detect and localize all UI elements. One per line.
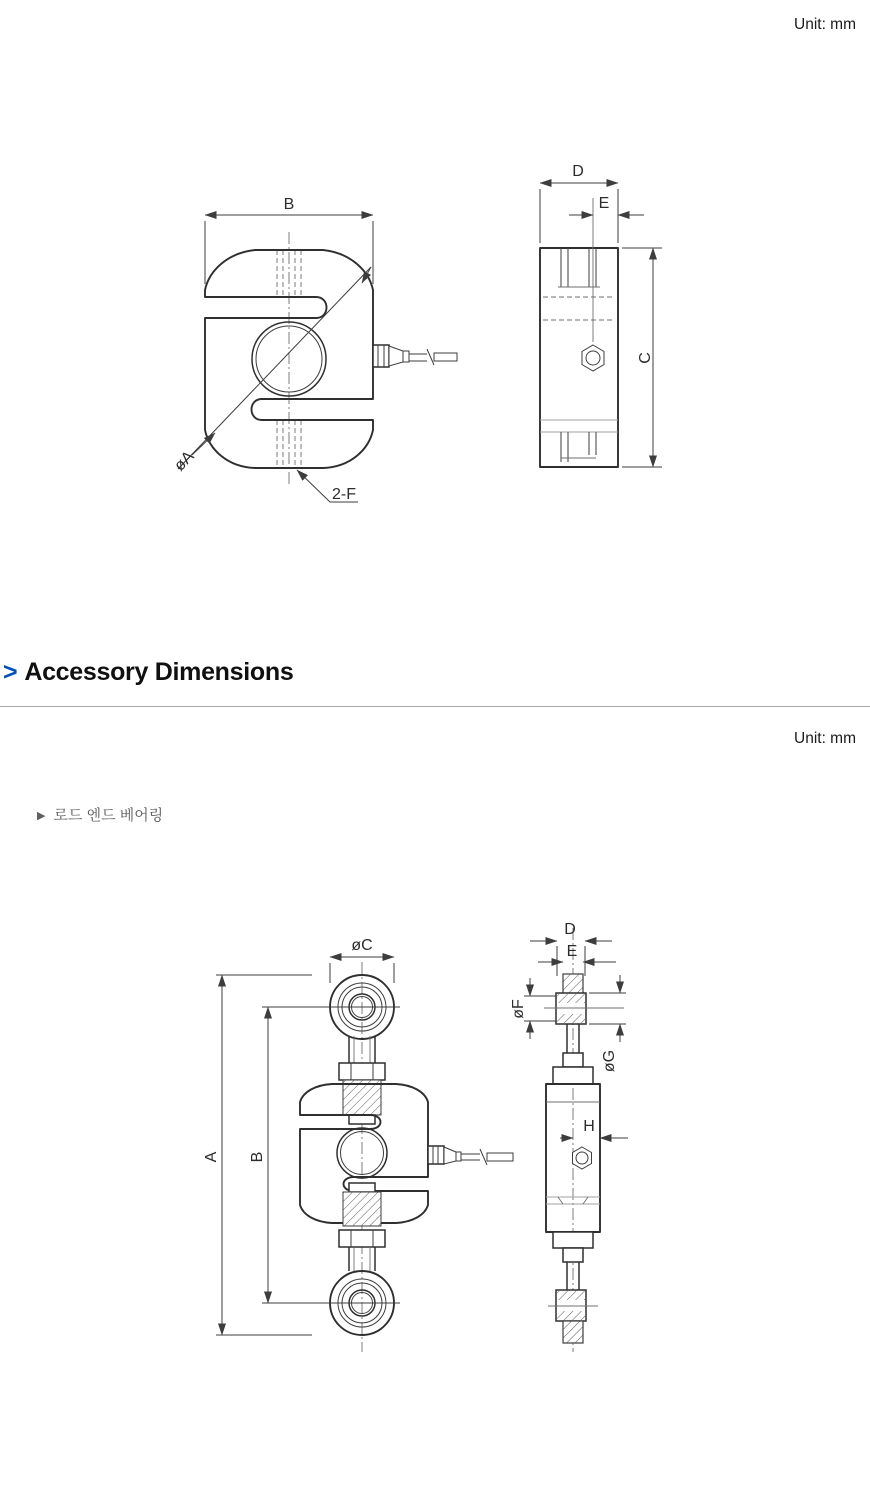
dim-e-side bbox=[569, 195, 644, 215]
section-divider bbox=[0, 706, 870, 707]
rod-end-cable bbox=[428, 1146, 513, 1165]
triangle-bullet-icon: ▶ bbox=[37, 810, 46, 822]
dim-label-of: øF bbox=[510, 999, 527, 1019]
dim-label-e: E bbox=[598, 195, 610, 212]
dim-label-h: H bbox=[583, 1118, 595, 1135]
unit-label-top: Unit: mm bbox=[794, 16, 856, 33]
dim-label-oa: øA bbox=[171, 448, 198, 475]
dim-label-a: A bbox=[203, 1151, 220, 1163]
unit-label-accessory: Unit: mm bbox=[794, 730, 856, 747]
dim-label-e-rodend: E bbox=[566, 943, 578, 960]
dim-label-d-rodend: D bbox=[564, 921, 576, 938]
dim-label-og: øG bbox=[601, 1049, 618, 1073]
dim-of bbox=[510, 978, 556, 1039]
dim-label-d: D bbox=[572, 163, 584, 180]
gland-hex-side bbox=[582, 345, 604, 371]
rod-end-side-view bbox=[510, 921, 628, 1352]
dim-oc bbox=[330, 937, 394, 983]
dim-c-side bbox=[622, 248, 662, 467]
dim-label-oc: øC bbox=[351, 937, 373, 954]
rod-end-bearing-text: 로드 엔드 베어링 bbox=[53, 807, 164, 824]
heading-marker: > bbox=[3, 658, 18, 686]
load-cell-cable bbox=[373, 345, 457, 367]
dim-h bbox=[560, 1118, 628, 1138]
dim-label-2f: 2-F bbox=[332, 486, 356, 503]
dim-label-c: C bbox=[637, 352, 654, 364]
load-cell-side-view bbox=[540, 163, 662, 467]
dim-og bbox=[589, 975, 626, 1072]
dim-label-b-rodend: B bbox=[249, 1151, 266, 1163]
load-cell-side-body bbox=[540, 248, 618, 467]
dim-oa-diagonal bbox=[171, 267, 371, 475]
accessory-dimensions-heading bbox=[3, 658, 293, 687]
rod-end-front-view bbox=[203, 937, 513, 1352]
dim-e-rodend bbox=[538, 943, 616, 962]
dim-label-b: B bbox=[283, 196, 295, 213]
dim-b-rodend bbox=[249, 1007, 400, 1303]
heading-title: Accessory Dimensions bbox=[24, 658, 294, 686]
load-cell-front-view bbox=[171, 196, 457, 503]
dim-2f-leader bbox=[297, 470, 358, 503]
gland-hex-side-rodend bbox=[573, 1147, 592, 1169]
rod-end-bearing-label bbox=[37, 804, 163, 825]
